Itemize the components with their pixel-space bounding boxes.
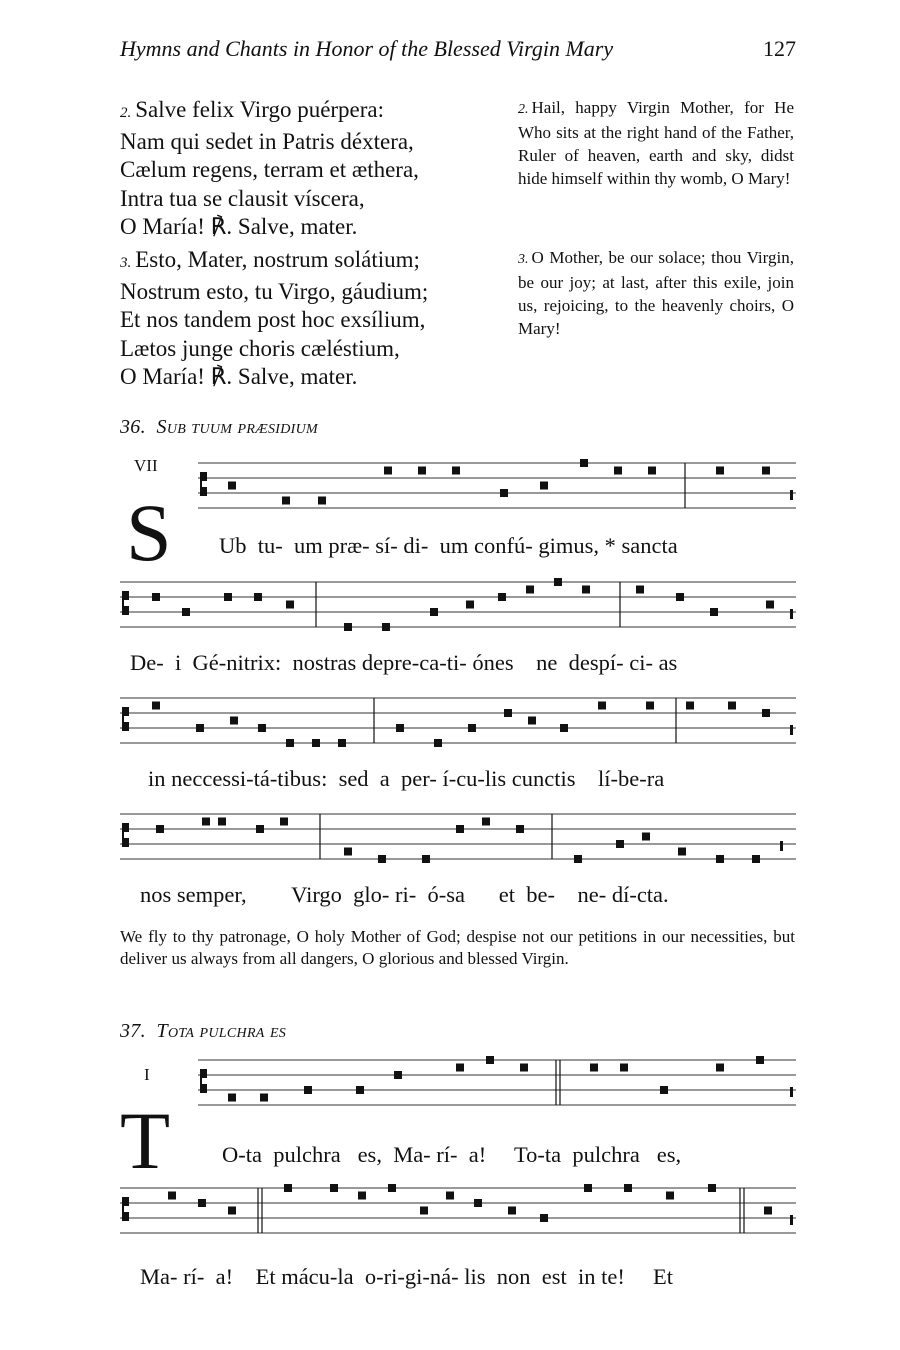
neume [498, 593, 506, 601]
neume [430, 608, 438, 616]
verse-translation: Hail, happy Virgin Mother, for He Who sits at the right hand of the Father, Ruler of heaven, earth and sky, didst hide himself within thy womb, O Mary! [518, 98, 794, 188]
neume [582, 586, 590, 594]
neume [648, 467, 656, 475]
neume [198, 1199, 206, 1207]
neume [584, 1184, 592, 1192]
neume [708, 1184, 716, 1192]
neume [344, 848, 352, 856]
neume [254, 593, 262, 601]
neume [660, 1086, 668, 1094]
verse-line: Esto, Mater, nostrum solátium; [135, 247, 420, 272]
neume [318, 497, 326, 505]
neume [598, 702, 606, 710]
neume [642, 833, 650, 841]
neume [686, 702, 694, 710]
custos [790, 725, 793, 735]
neume [330, 1184, 338, 1192]
verse-line: Salve felix Virgo puérpera: [135, 97, 385, 122]
custos [780, 841, 783, 851]
neume [482, 818, 490, 826]
neume [766, 601, 774, 609]
neume [358, 1192, 366, 1200]
neume [580, 459, 588, 467]
neume [762, 709, 770, 717]
neume [456, 1064, 464, 1072]
custos [790, 490, 793, 500]
neume [762, 467, 770, 475]
custos [790, 1215, 793, 1225]
neume [388, 1184, 396, 1192]
staff-5 [120, 1050, 796, 1120]
neume [456, 825, 464, 833]
neume [304, 1086, 312, 1094]
neume [678, 848, 686, 856]
neume [260, 1094, 268, 1102]
lyrics-line: O-ta pulchra es, Ma- rí- a! To-ta pulchra es, [222, 1142, 682, 1167]
neume [560, 724, 568, 732]
chant-title-text: Sub tuum præsidium [156, 416, 319, 438]
header-title: Hymns and Chants in Honor of the Blessed Virgin Mary [120, 36, 614, 61]
chant-number: 37. [120, 1020, 146, 1042]
neume [228, 1207, 236, 1215]
verse-line: Lætos junge choris cæléstium, [120, 335, 400, 361]
neume [486, 1056, 494, 1064]
neume [382, 623, 390, 631]
neume [338, 739, 346, 747]
mode-label: VII [134, 456, 158, 475]
neume [474, 1199, 482, 1207]
neume [434, 739, 442, 747]
neume [152, 593, 160, 601]
neume [446, 1192, 454, 1200]
chant-title-text: Tota pulchra es [156, 1020, 287, 1042]
neume [728, 702, 736, 710]
neume [508, 1207, 516, 1215]
neume [286, 601, 294, 609]
neume [182, 608, 190, 616]
verse-number: 3. [518, 252, 529, 267]
neume [356, 1086, 364, 1094]
staff-3 [120, 690, 796, 750]
clef-mark [122, 591, 124, 615]
neume [284, 1184, 292, 1192]
drop-initial: T [120, 1095, 171, 1186]
neume [590, 1064, 598, 1072]
neume [286, 739, 294, 747]
verse-line: Nam qui sedet in Patris déxtera, [120, 128, 414, 154]
verse-3-latin [120, 246, 505, 392]
clef-mark [200, 472, 202, 496]
neume [422, 855, 430, 863]
lyrics-line: nos semper, Virgo glo- ri- ó-sa et be- ne- dí-cta. [140, 882, 669, 907]
custos [790, 1087, 793, 1097]
chant-36-title [120, 416, 318, 439]
neume [384, 467, 392, 475]
mode-label: I [144, 1065, 150, 1084]
clef-mark [122, 823, 124, 847]
neume [620, 1064, 628, 1072]
neume [554, 578, 562, 586]
neume [526, 586, 534, 594]
verse-line: Cælum regens, terram et æthera, [120, 157, 419, 182]
chant-37-title [120, 1020, 286, 1043]
verse-line: Et nos tandem post hoc exsílium, [120, 307, 426, 332]
staff-2 [120, 574, 796, 634]
neume [614, 467, 622, 475]
neume [504, 709, 512, 717]
verse-line: Nostrum esto, tu Virgo, gáudium; [120, 278, 429, 304]
neume [418, 467, 426, 475]
staff-1 [120, 455, 796, 515]
neume [168, 1192, 176, 1200]
neume [520, 1064, 528, 1072]
neume [574, 855, 582, 863]
neume [528, 717, 536, 725]
staff-6 [120, 1178, 796, 1248]
neume [282, 497, 290, 505]
verse-3-english [518, 246, 794, 340]
neume [196, 724, 204, 732]
neume [394, 1071, 402, 1079]
page-number: 127 [763, 36, 796, 61]
neume [624, 1184, 632, 1192]
neume [716, 467, 724, 475]
verse-line: O María! ℟. Salve, mater. [120, 364, 358, 389]
clef-mark [200, 1069, 202, 1093]
custos [790, 609, 793, 619]
neume [224, 593, 232, 601]
neume [646, 702, 654, 710]
drop-initial: S [126, 487, 172, 578]
verse-number: 2. [518, 102, 529, 117]
neume [396, 724, 404, 732]
neume [312, 739, 320, 747]
chant-translation: We fly to thy patronage, O holy Mother of God; despise not our petitions in our necessities, but deliver us always from all dangers, O glorious and blessed Virgin. [120, 927, 795, 968]
neume [756, 1056, 764, 1064]
neume [540, 1214, 548, 1222]
neume [344, 623, 352, 631]
clef-mark [122, 707, 124, 731]
neume [228, 482, 236, 490]
neume [218, 818, 226, 826]
verse-2-english [518, 96, 794, 190]
neume [280, 818, 288, 826]
neume [752, 855, 760, 863]
lyrics-line: Ma- rí- a! Et mácu-la o-ri-gi-ná- lis non est in te! Et [140, 1264, 673, 1289]
verse-2-latin [120, 96, 505, 242]
neume [152, 702, 160, 710]
neume [716, 1064, 724, 1072]
neume [636, 586, 644, 594]
neume [256, 825, 264, 833]
chant-number: 36. [120, 416, 146, 438]
neume [230, 717, 238, 725]
neume [516, 825, 524, 833]
neume [710, 608, 718, 616]
neume [676, 593, 684, 601]
neume [452, 467, 460, 475]
verse-line: O María! ℟. Salve, mater. [120, 214, 358, 239]
verse-translation: O Mother, be our solace; thou Virgin, be our joy; at last, after this exile, join us, rejoicing, to the heavenly choirs, O Mary! [518, 248, 794, 338]
clef-mark [122, 1197, 124, 1221]
lyrics-line: Ub tu- um præ- sí- di- um confú- gimus, * sancta [219, 533, 678, 558]
neume [616, 840, 624, 848]
lyrics-line: De- i Gé-nitrix: nostras depre-ca-ti- ónes ne despí- ci- as [130, 650, 678, 675]
neume [716, 855, 724, 863]
neume [156, 825, 164, 833]
neume [540, 482, 548, 490]
lyrics-line: in neccessi-tá-tibus: sed a per- í-cu-lis cunctis lí-be-ra [148, 766, 665, 791]
neume [764, 1207, 772, 1215]
neume [202, 818, 210, 826]
verse-number: 3. [120, 255, 132, 271]
neume [420, 1207, 428, 1215]
neume [378, 855, 386, 863]
neume [468, 724, 476, 732]
neume [666, 1192, 674, 1200]
running-header [120, 36, 796, 66]
neume [258, 724, 266, 732]
staff-4 [120, 806, 796, 866]
verse-line: Intra tua se clausit víscera, [120, 185, 365, 211]
verse-number: 2. [120, 105, 132, 121]
neume [228, 1094, 236, 1102]
neume [466, 601, 474, 609]
neume [500, 489, 508, 497]
